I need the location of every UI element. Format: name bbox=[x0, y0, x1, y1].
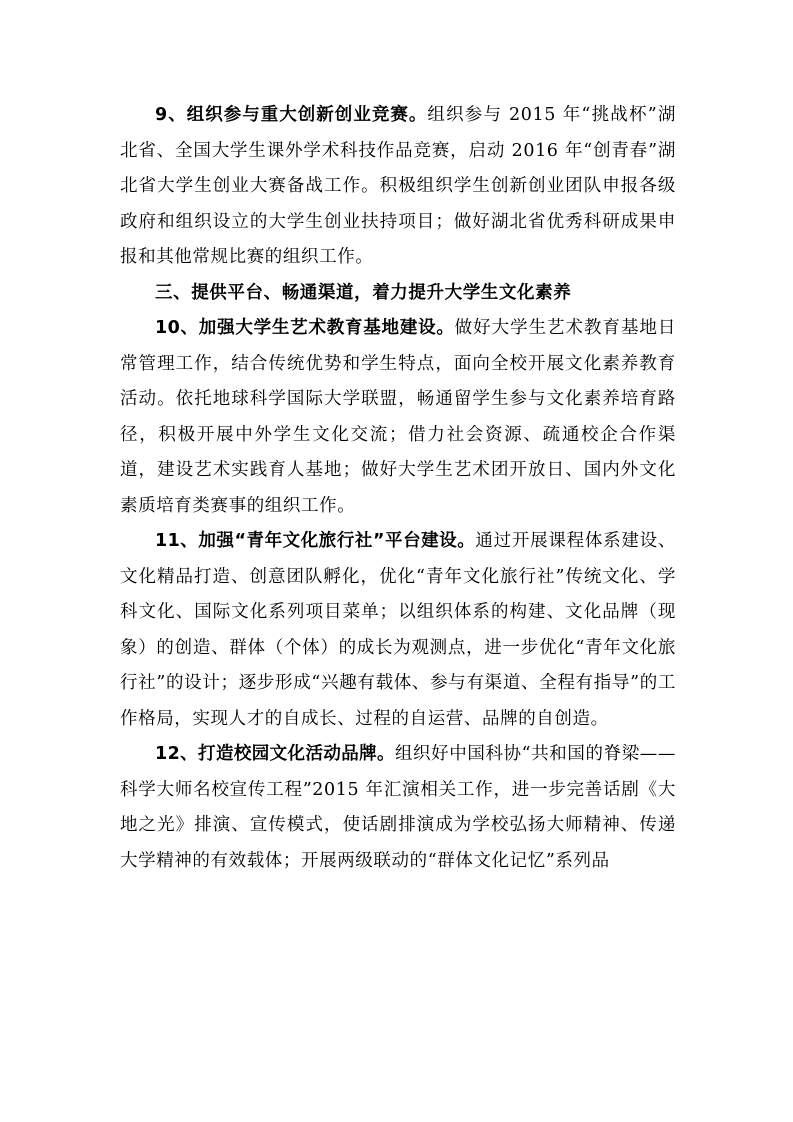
paragraph-10-lead: 10、加强大学生艺术教育基地建设。 bbox=[155, 318, 455, 338]
paragraph-11-lead: 11、加强“青年文化旅行社”平台建设。 bbox=[155, 531, 476, 551]
paragraph-9-body: 组织参与 2015 年“挑战杯”湖北省、全国大学生课外学术科技作品竞赛，启动 2016 年“创青春”湖北省大学生创业大赛备战工作。积极组织学生创新创业团队申报各级政府和组织设立的大学生创业扶持项目；做好湖北省优秀科研成果申报和其他常规比赛的组织工作。 bbox=[120, 105, 676, 267]
paragraph-12 bbox=[120, 737, 676, 879]
paragraph-12-lead: 12、打造校园文化活动品牌。 bbox=[155, 744, 395, 764]
document-page bbox=[120, 98, 676, 879]
section-heading-3: 三、提供平台、畅通渠道，着力提升大学生文化素养 bbox=[155, 282, 572, 303]
paragraph-10-body: 做好大学生艺术教育基地日常管理工作，结合传统优势和学生特点，面向全校开展文化素养教育活动。依托地球科学国际大学联盟，畅通留学生参与文化素养培育路径，积极开展中外学生文化交流；借力社会资源、疏通校企合作渠道，建设艺术实践育人基地；做好大学生艺术团开放日、国内外文化素质培育类赛事的组织工作。 bbox=[120, 318, 677, 516]
paragraph-9 bbox=[120, 98, 676, 276]
paragraph-9-lead: 9、组织参与重大创新创业竞赛。 bbox=[155, 105, 428, 125]
paragraph-11 bbox=[120, 524, 676, 737]
paragraph-11-body: 通过开展课程体系建设、文化精品打造、创意团队孵化，优化“青年文化旅行社”传统文化、学科文化、国际文化系列项目菜单；以组织体系的构建、文化品牌（现象）的创造、群体（个体）的成长为观测点，进一步优化“青年文化旅行社”的设计；逐步形成“兴趣有载体、参与有渠道、全程有指导”的工作格局，实现人才的自成长、过程的自运营、品牌的自创造。 bbox=[120, 531, 676, 729]
paragraph-10 bbox=[120, 311, 676, 524]
paragraph-12-body: 组织好中国科协“共和国的脊梁——科学大师名校宣传工程”2015 年汇演相关工作，进一步完善话剧《大地之光》排演、宣传模式，使话剧排演成为学校弘扬大师精神、传递大学精神的有效载体；开展两级联动的“群体文化记忆”系列品 bbox=[120, 744, 676, 871]
